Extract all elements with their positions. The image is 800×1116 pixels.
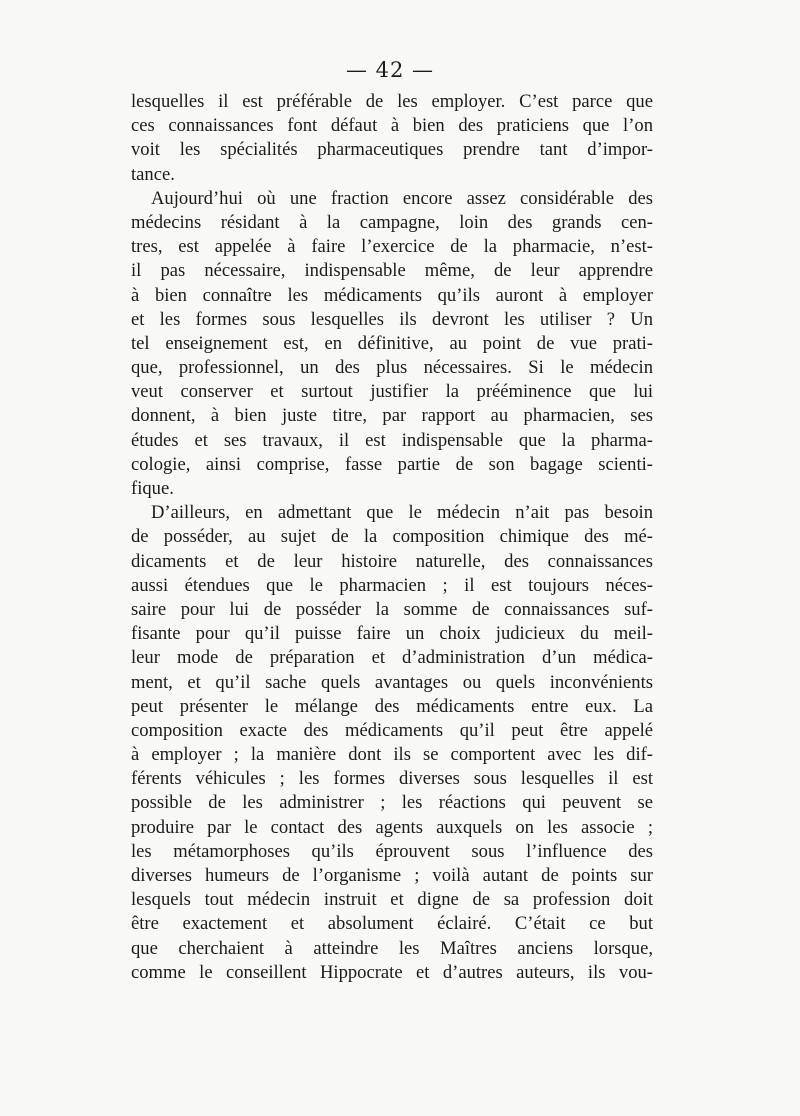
text-line: lesquelles il est préférable de les employer. C’est parce que [131,91,653,112]
text-line: lesquels tout médecin instruit et digne de sa profession doit [131,889,653,911]
text-line: voit les spécialités pharmaceutiques prendre tant d’impor- [131,139,653,161]
text-line: cologie, ainsi comprise, fasse partie de son bagage scienti- [131,453,653,475]
text-line: leur mode de préparation et d’administration d’un médica- [131,647,653,669]
text-line: que, professionnel, un des plus nécessaires. Si le médecin [131,357,653,379]
text-line: fisante pour qu’il puisse faire un choix judicieux du meil- [131,623,653,645]
text-line: à employer ; la manière dont ils se comportent avec les dif- [131,744,653,766]
text-line: ment, et qu’il sache quels avantages ou quels inconvénients [131,671,653,693]
text-line: possible de les administrer ; les réactions qui peuvent se [131,792,653,814]
text-line: de posséder, au sujet de la composition chimique des mé- [131,526,653,548]
text-line: veut conserver et surtout justifier la prééminence que lui [131,381,653,403]
text-line: être exactement et absolument éclairé. C’était ce but [131,913,653,935]
text-line: études et ses travaux, il est indispensable que la pharma- [131,429,653,451]
text-line: les métamorphoses qu’ils éprouvent sous l’influence des [131,840,653,862]
text-line: tres, est appelée à faire l’exercice de la pharmacie, n’est- [131,236,653,258]
body-text [131,90,653,985]
text-line: comme le conseillent Hippocrate et d’autres auteurs, ils vou- [131,961,653,983]
text-line: donnent, à bien juste titre, par rapport au pharmacien, ses [131,405,653,427]
text-line: tel enseignement est, en définitive, au point de vue prati- [131,332,653,354]
text-line: fique. [131,478,174,499]
text-line: dicaments et de leur histoire naturelle, des connaissances [131,550,653,572]
text-line: et les formes sous lesquelles ils devront les utiliser ? Un [131,308,653,330]
text-line: composition exacte des médicaments qu’il peut être appelé [131,719,653,741]
text-line: tance. [131,163,175,185]
text-line: férents véhicules ; les formes diverses sous lesquelles il est [131,768,653,790]
text-line: médecins résidant à la campagne, loin des grands cen- [131,211,653,233]
page-number: — 42 — [345,58,435,82]
text-line: à bien connaître les médicaments qu’ils auront à employer [131,284,653,306]
text-line: que cherchaient à atteindre les Maîtres anciens lorsque, [131,937,653,959]
text-line: produire par le contact des agents auxquels on les associe ; [131,816,653,838]
text-line: D’ailleurs, en admettant que le médecin n’ait pas besoin [151,502,653,524]
text-line: il pas nécessaire, indispensable même, de leur apprendre [131,260,653,282]
text-line: aussi étendues que le pharmacien ; il est toujours néces- [131,574,653,596]
text-line: peut présenter le mélange des médicaments entre eux. La [131,695,653,717]
text-line: diverses humeurs de l’organisme ; voilà autant de points sur [131,865,653,886]
text-line: ces connaissances font défaut à bien des praticiens que l’on [131,115,653,137]
text-line: saire pour lui de posséder la somme de connaissances suf- [131,598,653,620]
text-line: Aujourd’hui où une fraction encore assez considérable des [151,187,653,209]
